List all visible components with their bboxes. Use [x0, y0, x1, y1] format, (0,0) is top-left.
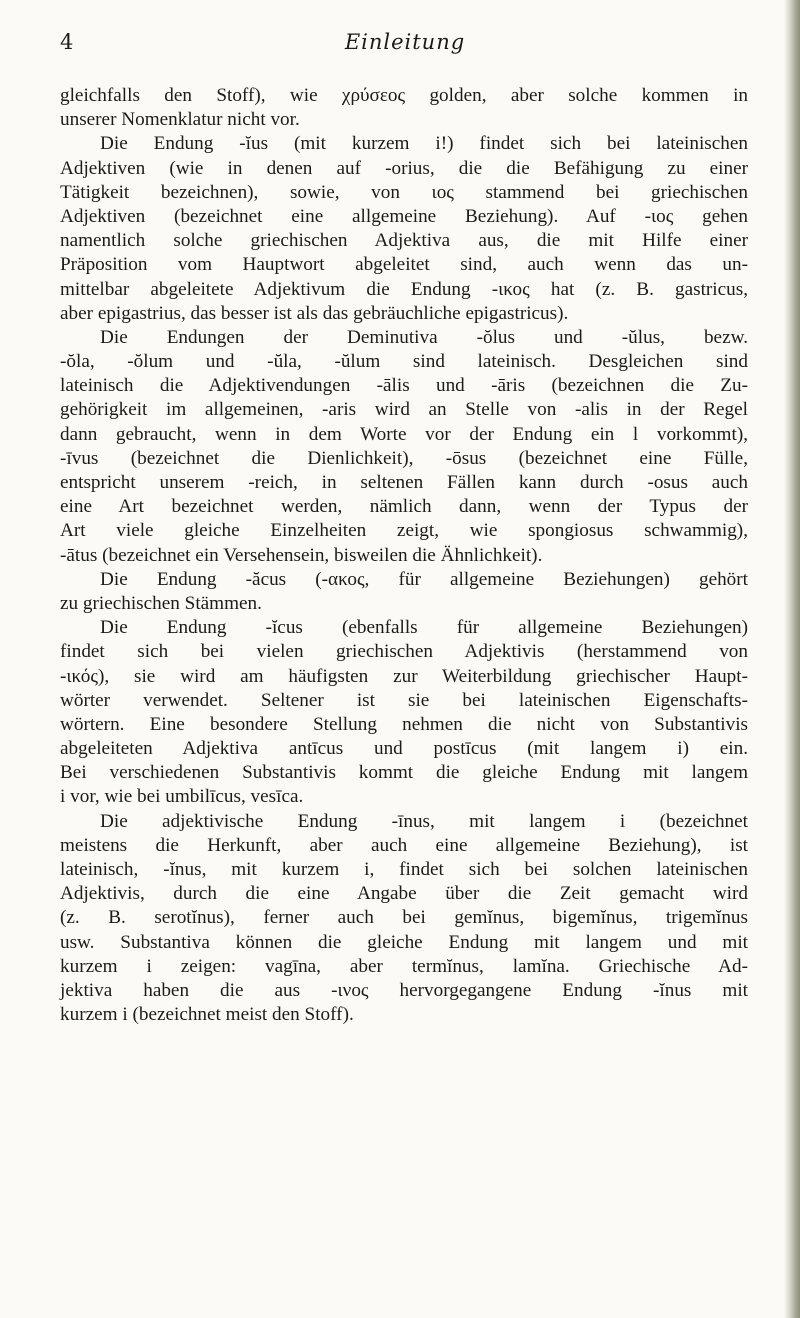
text-line: jektiva haben die aus -ινος hervorgegangene Endung -ĭnus mit	[60, 979, 748, 1001]
text-line: wörtern. Eine besondere Stellung nehmen die nicht von Substantivis	[60, 713, 748, 735]
page-header	[60, 30, 750, 70]
text-line: i vor, wie bei umbilīcus, vesīca.	[60, 786, 304, 808]
text-line: findet sich bei vielen griechischen Adjektivis (herstammend von	[60, 641, 748, 663]
text-line: dann gebraucht, wenn in dem Worte vor der Endung ein l vorkommt),	[60, 423, 748, 445]
text-line: -ātus (bezeichnet ein Versehensein, bisweilen die Ähnlichkeit).	[60, 544, 543, 566]
body-text	[60, 84, 748, 1027]
text-line: eine Art bezeichnet werden, nämlich dann, wenn der Typus der	[60, 496, 748, 518]
text-line: (z. B. serotĭnus), ferner auch bei gemĭnus, bigemĭnus, trigemĭnus	[60, 907, 748, 929]
text-line: -īvus (bezeichnet die Dienlichkeit), -ōsus (bezeichnet eine Fülle,	[60, 447, 748, 469]
text-line: -ŏla, -ŏlum und -ŭla, -ŭlum sind lateinisch. Desgleichen sind	[60, 351, 748, 373]
text-line: entspricht unserem -reich, in seltenen Fällen kann durch -osus auch	[60, 472, 748, 493]
text-line: meistens die Herkunft, aber auch eine allgemeine Beziehung), ist	[60, 834, 748, 856]
text-line: Die Endung -ĭus (mit kurzem i!) findet sich bei lateinischen	[100, 133, 748, 155]
running-head: Einleitung	[344, 30, 466, 54]
text-line: gleichfalls den Stoff), wie χρύσεος golden, aber solche kommen in	[60, 85, 748, 106]
text-line: lateinisch, -ĭnus, mit kurzem i, findet sich bei solchen lateinischen	[60, 859, 748, 880]
text-line: -ικός), sie wird am häufigsten zur Weiterbildung griechischer Haupt-	[60, 665, 748, 687]
text-line: usw. Substantiva können die gleiche Endung mit langem und mit	[60, 931, 748, 953]
text-line: Die Endung -ĭcus (ebenfalls für allgemeine Beziehungen)	[100, 617, 748, 639]
text-line: Adjektiven (wie in denen auf -orius, die die Befähigung zu einer	[60, 157, 748, 179]
text-line: Präposition vom Hauptwort abgeleitet sind, auch wenn das un-	[60, 254, 748, 276]
text-line: Die Endung -ăcus (-ακος, für allgemeine Beziehungen) gehört	[100, 568, 748, 590]
text-line: aber epigastrius, das besser ist als das gebräuchliche epigastricus).	[60, 302, 569, 324]
text-line: Adjektiven (bezeichnet eine allgemeine Beziehung). Auf -ιος gehen	[60, 205, 748, 227]
text-line: Tätigkeit bezeichnen), sowie, von ιος stammend bei griechischen	[60, 181, 748, 203]
text-line: gehörigkeit im allgemeinen, -aris wird an Stelle von -alis in der Regel	[60, 399, 748, 421]
text-line: Die adjektivische Endung -īnus, mit langem i (bezeichnet	[100, 810, 748, 832]
text-line: mittelbar abgeleitete Adjektivum die Endung -ικος hat (z. B. gastricus,	[60, 278, 748, 300]
text-line: Art viele gleiche Einzelheiten zeigt, wie spongiosus schwammig),	[60, 520, 748, 542]
page-edge-shadow	[784, 0, 800, 1318]
text-line: wörter verwendet. Seltener ist sie bei lateinischen Eigenschafts-	[60, 689, 748, 711]
text-line: Adjektivis, durch die eine Angabe über die Zeit gemacht wird	[60, 883, 748, 905]
text-line: lateinisch die Adjektivendungen -ālis und -āris (bezeichnen die Zu-	[60, 375, 748, 397]
text-line: Bei verschiedenen Substantivis kommt die gleiche Endung mit langem	[60, 762, 748, 784]
text-line: Die Endungen der Deminutiva -ŏlus und -ŭlus, bezw.	[100, 326, 748, 348]
page-number: 4	[60, 30, 74, 54]
text-line: kurzem i zeigen: vagīna, aber termĭnus, lamĭna. Griechische Ad-	[60, 955, 748, 977]
text-line: unserer Nomenklatur nicht vor.	[60, 109, 300, 131]
text-line: abgeleiteten Adjektiva antīcus und postīcus (mit langem i) ein.	[60, 738, 748, 760]
text-line: namentlich solche griechischen Adjektiva aus, die mit Hilfe einer	[60, 230, 748, 252]
text-line: zu griechischen Stämmen.	[60, 592, 262, 614]
text-line: kurzem i (bezeichnet meist den Stoff).	[60, 1004, 354, 1026]
